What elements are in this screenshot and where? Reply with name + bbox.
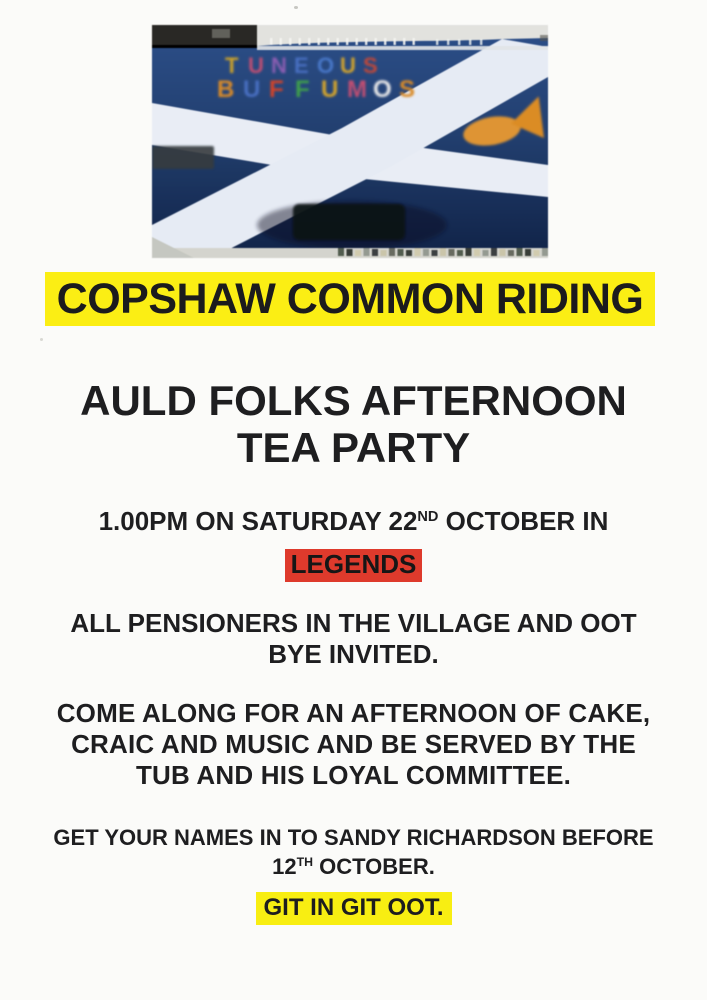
body-line-2: CRAIC AND MUSIC AND BE SERVED BY THE [71,729,636,759]
footer-slogan: GIT IN GIT OOT. [256,892,452,925]
svg-text:F: F [295,76,310,103]
svg-text:M: M [347,76,367,103]
rsvp-text [0,823,707,885]
ordinal-th: TH [296,855,314,870]
event-title-line-2: TEA PARTY [236,424,471,471]
body-line-3: TUB AND HIS LOYAL COMMITTEE. [135,760,572,790]
flag-rail [257,46,548,50]
dark-bar-top [152,25,257,45]
svg-text:U: U [321,76,339,103]
svg-text:B: B [217,76,235,103]
datetime-line: 1.00PM ON SATURDAY 22ND OCTOBER IN [98,506,609,536]
svg-text:E: E [294,53,309,78]
dark-object-left [152,146,214,169]
svg-text:U: U [243,76,261,103]
invite-line-1: ALL PENSIONERS IN THE VILLAGE AND OOT [70,608,637,638]
invite-line-2: BYE INVITED. [268,639,439,669]
body-line-1: COME ALONG FOR AN AFTERNOON OF CAKE, [56,698,651,728]
corner-mark [540,35,548,41]
venue-line [0,549,707,582]
dark-bar-highlight [212,29,230,38]
svg-text:S: S [363,53,378,78]
saltire-flag-photo [152,25,548,258]
event-datetime [0,506,707,582]
event-title [0,377,707,471]
rsvp-line-2: 12TH OCTOBER. [272,854,435,879]
scan-speck [40,338,43,341]
ordinal-nd: ND [417,508,439,525]
svg-text:T: T [225,53,239,78]
headline-banner: COPSHAW COMMON RIDING [45,272,655,326]
svg-text:N: N [271,53,287,78]
dark-object-bottom [293,204,405,240]
invite-text [0,608,707,670]
event-title-line-1: AULD FOLKS AFTERNOON [80,377,627,424]
svg-text:O: O [373,76,392,103]
svg-text:S: S [399,76,416,103]
body-text [0,698,707,791]
bottom-noise-strip [338,248,548,256]
svg-text:O: O [317,53,335,78]
svg-text:U: U [340,53,356,78]
svg-text:U: U [248,53,264,78]
svg-text:F: F [269,76,284,103]
venue-highlight: LEGENDS [285,549,423,582]
rsvp-line-1: GET YOUR NAMES IN TO SANDY RICHARDSON BEFORE [53,825,654,850]
scan-speck [294,6,298,9]
footer-slogan-line [0,892,707,925]
flag-photo-svg [152,25,548,258]
dark-bar-underline [152,45,257,48]
